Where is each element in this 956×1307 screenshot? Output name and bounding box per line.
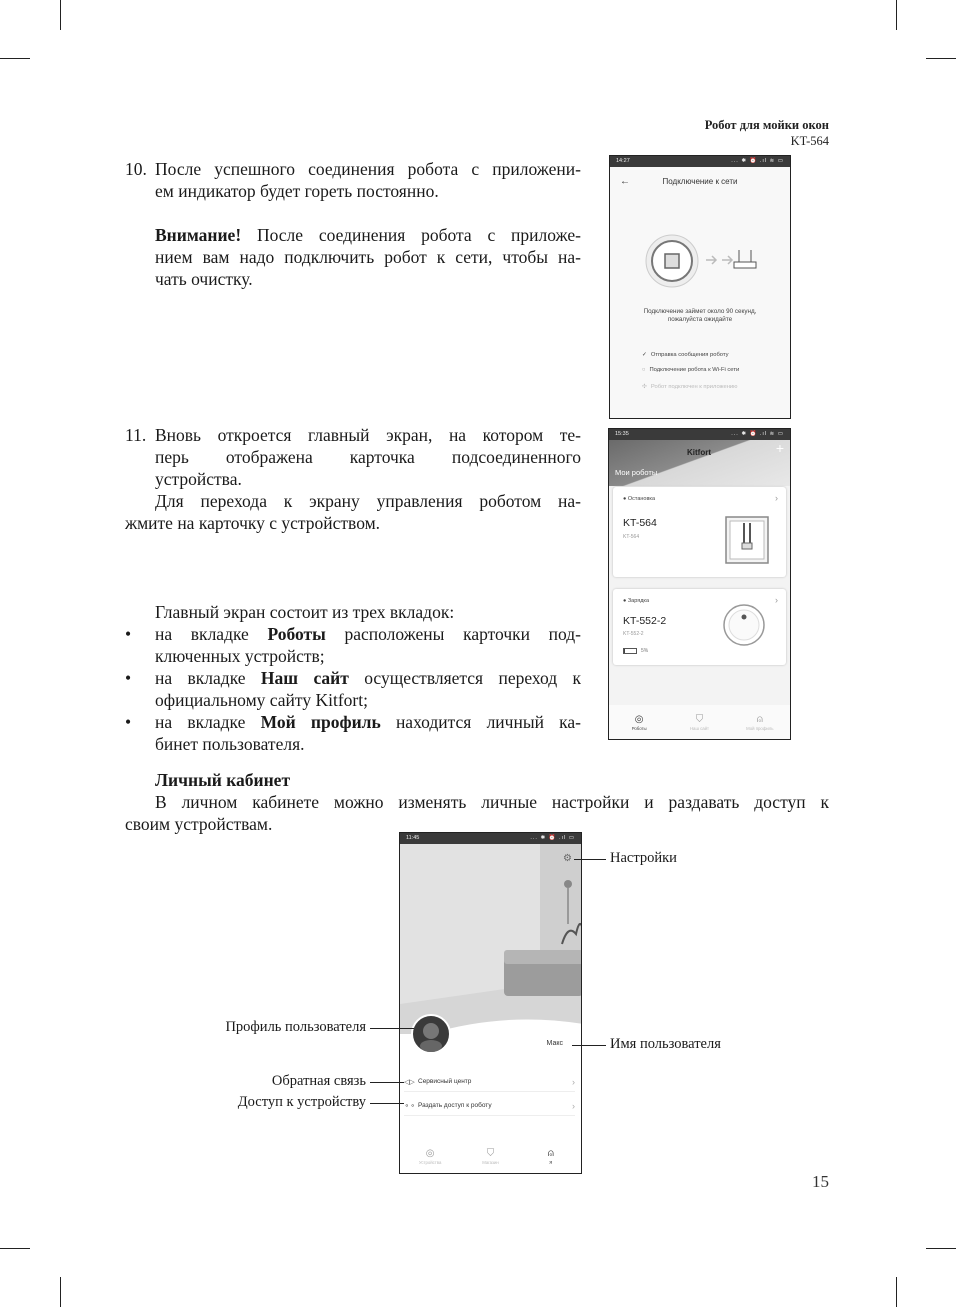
- chevron-right-icon: ›: [775, 595, 778, 605]
- text-span: на вкладке: [155, 624, 268, 644]
- connection-message: [610, 308, 790, 324]
- nav-label: Наш сайт: [689, 725, 709, 731]
- robot-name: KT-552-2: [623, 615, 667, 627]
- robot-icon: ◎: [425, 1147, 435, 1159]
- header-photo: [609, 440, 791, 486]
- screen-header: [610, 167, 790, 195]
- bullet-line: [155, 711, 581, 733]
- text-line: Для перехода к экрану управления роботом на-: [155, 491, 581, 511]
- back-arrow-icon[interactable]: ←: [620, 175, 630, 187]
- row-label: Раздать доступ к роботу: [418, 1102, 492, 1109]
- section-title: Мои роботы: [615, 468, 658, 477]
- settings-gear-icon[interactable]: ⚙: [563, 853, 572, 864]
- status-icons: ... ✱ ⏰ .ıl ≋ ▭: [731, 431, 784, 437]
- attention-label: Внимание!: [155, 225, 242, 245]
- step-item: [642, 352, 729, 358]
- callout-line: [370, 1082, 404, 1083]
- nav-label: Я: [549, 1159, 553, 1165]
- nav-label: Магазин: [482, 1159, 499, 1165]
- profile-background-photo: [400, 844, 582, 1034]
- share-access-row[interactable]: [404, 1096, 575, 1116]
- cart-icon: ⛉: [695, 713, 704, 725]
- window-robot-image: [724, 515, 770, 565]
- text-span: осуществляется переход к: [348, 668, 582, 688]
- text-line: ем индикатор будет гореть постоянно.: [155, 181, 439, 201]
- bottom-nav: [400, 1139, 581, 1173]
- tab-name-profile: Мой профиль: [260, 712, 381, 732]
- crop-mark: [896, 1277, 897, 1307]
- status-icons: ... ✱ ⏰ .ıl ▭: [530, 835, 575, 841]
- battery-percent: 5%: [641, 648, 649, 654]
- step-number: 11.: [125, 425, 147, 445]
- check-icon: ✓: [642, 352, 647, 358]
- cabinet-section: [125, 769, 829, 835]
- status-bar: [609, 429, 790, 440]
- battery-indicator: [623, 648, 648, 654]
- crop-mark: [926, 1248, 956, 1249]
- cabinet-title: Личный кабинет: [155, 770, 291, 790]
- battery-icon: [623, 648, 637, 654]
- robot-icon: ◎: [634, 713, 644, 725]
- bullet: •: [125, 668, 132, 688]
- robot-model: KT-564: [623, 534, 640, 540]
- text-line: чать очистку.: [155, 269, 253, 289]
- crop-mark: [926, 58, 956, 59]
- user-icon: ⍝: [547, 1147, 554, 1159]
- page-number: 15: [812, 1172, 829, 1191]
- nav-tab-robots[interactable]: [614, 714, 664, 731]
- message-line: пожалуйста ожидайте: [667, 316, 733, 323]
- step-label: Робот подключен к приложению: [650, 384, 738, 390]
- annotation-username: Имя пользователя: [610, 1036, 721, 1052]
- user-icon: ⍝: [756, 713, 763, 725]
- phone-screenshot-my-robots: [608, 428, 791, 740]
- running-header: [705, 117, 829, 149]
- text-line: нием вам надо подключить робот к сети, чтобы на-: [155, 247, 581, 267]
- status-bar: [610, 156, 790, 167]
- add-robot-button[interactable]: +: [775, 440, 784, 456]
- username: Макс: [546, 1040, 563, 1047]
- bullet: •: [125, 712, 132, 732]
- step-label: Подключение робота к Wi-Fi сети: [649, 367, 740, 373]
- robot-status: ● Остановка: [623, 496, 655, 502]
- text-span: находится личный ка-: [380, 712, 581, 732]
- annotation-settings: Настройки: [610, 850, 677, 866]
- step-label: Отправка сообщения роботу: [650, 352, 729, 358]
- callout-line: [572, 1045, 606, 1046]
- battery-fill: [624, 649, 625, 653]
- text-span: на вкладке: [155, 712, 261, 732]
- robot-card[interactable]: [613, 589, 786, 665]
- tab-name-site: Наш сайт: [260, 668, 349, 688]
- annotation-profile: Профиль пользователя: [225, 1019, 366, 1035]
- bullet: •: [125, 624, 132, 644]
- tabs-intro: [125, 601, 582, 755]
- spinner-icon: ◌: [642, 367, 646, 373]
- annotation-access: Доступ к устройству: [237, 1094, 366, 1110]
- attention-paragraph: [155, 224, 581, 246]
- vacuum-robot-image: [722, 603, 766, 647]
- bullet-line: [155, 623, 581, 645]
- step-number: 10.: [125, 159, 147, 179]
- message-line: Подключение займет около 90 секунд,: [643, 308, 757, 315]
- text-span: расположены карточки под-: [325, 624, 581, 644]
- text-line: жмите на карточку с устройством.: [125, 513, 381, 533]
- cart-icon: ⛉: [486, 1147, 495, 1159]
- robot-card[interactable]: [613, 487, 786, 577]
- text-line: После соединения робота с приложе-: [241, 225, 581, 245]
- feedback-icon: ◁▷: [404, 1078, 415, 1086]
- nav-label: Мой профиль: [746, 725, 774, 731]
- status-time: 14:27: [616, 158, 630, 164]
- row-label: Сервисный центр: [418, 1078, 472, 1085]
- brand-logo: Kitfort: [687, 448, 711, 457]
- text-line: После успешного соединения робота с приложени-: [155, 159, 581, 179]
- crop-mark: [0, 1248, 30, 1249]
- nav-label: Устройства: [418, 1159, 442, 1165]
- text-line: устройства.: [155, 469, 242, 489]
- crop-mark: [60, 1277, 61, 1307]
- robot-name: KT-564: [623, 517, 657, 529]
- chevron-right-icon: ›: [572, 1076, 575, 1087]
- service-center-row[interactable]: [404, 1072, 575, 1092]
- pending-icon: ✣: [642, 384, 647, 390]
- nav-label: Роботы: [631, 725, 647, 731]
- step-10: [125, 158, 581, 290]
- text-span: на вкладке: [155, 668, 261, 688]
- text-line: своим устройствам.: [125, 814, 273, 834]
- nav-tab-devices[interactable]: [405, 1148, 455, 1165]
- crop-mark: [60, 0, 61, 30]
- bullet-line: официальному сайту Kitfort;: [155, 690, 368, 710]
- status-icons: ... ✱ ⏰ .ıl ≋ ▭: [731, 158, 784, 164]
- share-icon: ⚬⚬: [404, 1102, 416, 1110]
- nav-tab-profile[interactable]: [735, 714, 785, 731]
- callout-line: [370, 1028, 414, 1029]
- header-title: Робот для мойки окон: [704, 118, 829, 132]
- annotation-feedback: Обратная связь: [271, 1073, 366, 1089]
- step-item: [642, 367, 739, 373]
- text-line: перь отображена карточка подсоединенного: [155, 447, 581, 467]
- bottom-nav: [609, 705, 790, 739]
- user-avatar[interactable]: [411, 1014, 451, 1054]
- chevron-right-icon: ›: [775, 493, 778, 503]
- robot-status: ● Зарядка: [623, 598, 650, 604]
- robot-to-router-illustration: [642, 234, 762, 290]
- status-time: 11:45: [406, 835, 420, 841]
- nav-tab-me[interactable]: [526, 1148, 576, 1165]
- callout-line: [370, 1103, 404, 1104]
- chevron-right-icon: ›: [572, 1100, 575, 1111]
- nav-tab-shop[interactable]: [465, 1148, 515, 1165]
- status-time: 15:35: [615, 431, 629, 437]
- robot-model: KT-552-2: [623, 631, 644, 637]
- step-item: [642, 384, 738, 390]
- text-line: В личном кабинете можно изменять личные настройки и раздавать доступ к: [155, 792, 829, 812]
- bullet-line: [155, 667, 581, 689]
- text-line: Вновь откроется главный экран, на котором те-: [155, 425, 581, 445]
- step-11: [125, 424, 581, 534]
- tabs-heading: Главный экран состоит из трех вкладок:: [155, 602, 455, 622]
- screen-title: Подключение к сети: [662, 176, 738, 186]
- nav-tab-site[interactable]: [674, 714, 724, 731]
- header-model: KT-564: [790, 134, 829, 148]
- crop-mark: [896, 0, 897, 30]
- crop-mark: [0, 58, 30, 59]
- phone-screenshot-profile: [399, 832, 582, 1174]
- bullet-line: бинет пользователя.: [155, 734, 305, 754]
- callout-line: [574, 859, 606, 860]
- phone-screenshot-connection: [609, 155, 791, 419]
- status-bar: [400, 833, 581, 844]
- tab-name-robots: Роботы: [267, 624, 326, 644]
- bullet-line: ключенных устройств;: [155, 646, 325, 666]
